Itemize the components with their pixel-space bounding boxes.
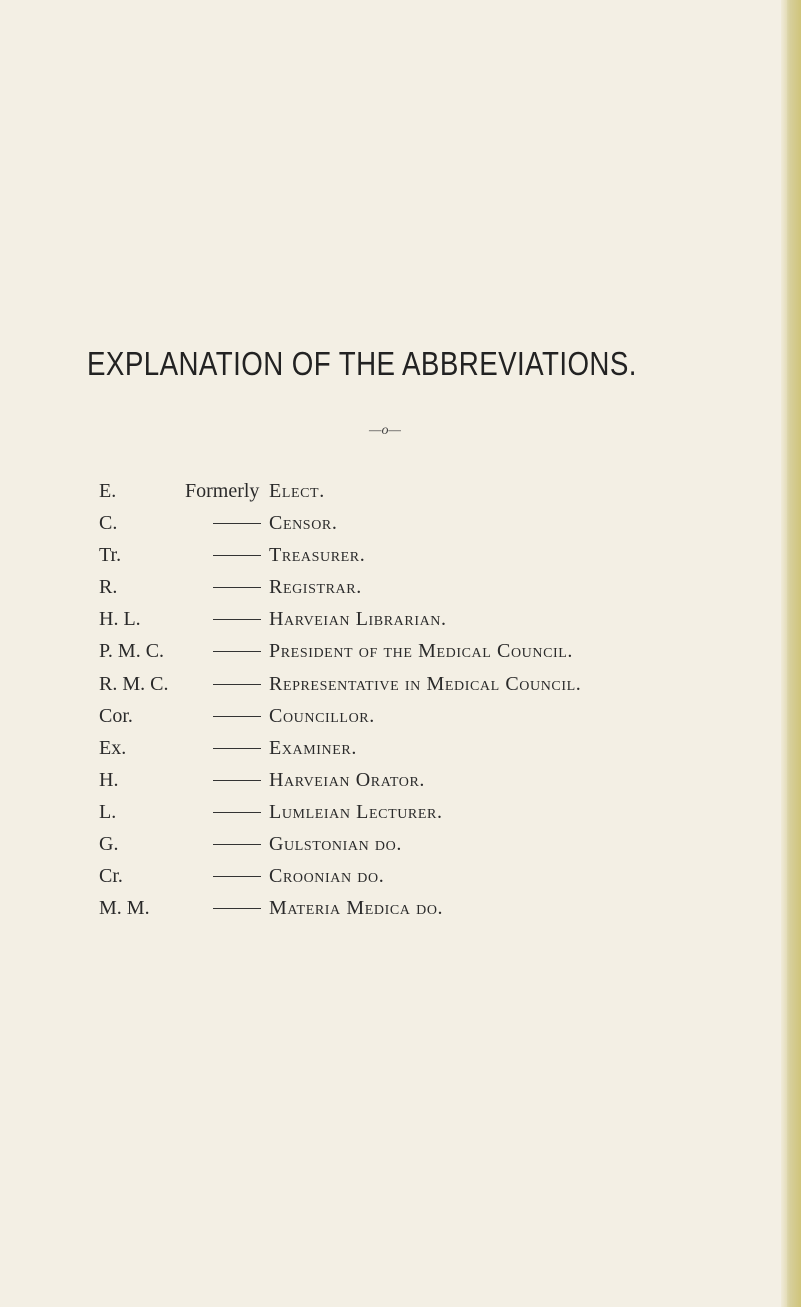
abbreviation: M. M. bbox=[99, 897, 150, 920]
abbreviation-meaning: Harveian Librarian. bbox=[269, 608, 447, 631]
abbreviation-row bbox=[0, 540, 780, 572]
ditto-dash bbox=[213, 523, 261, 524]
abbreviation-row bbox=[0, 733, 780, 765]
abbreviation-row bbox=[0, 893, 780, 925]
abbreviation-meaning: Gulstonian do. bbox=[269, 833, 402, 856]
ditto-dash bbox=[213, 684, 261, 685]
abbreviation-meaning: Examiner. bbox=[269, 736, 357, 759]
abbreviation: H. L. bbox=[99, 608, 141, 631]
ditto-dash bbox=[213, 587, 261, 588]
abbreviation-meaning: Croonian do. bbox=[269, 865, 385, 888]
abbreviation-row bbox=[0, 829, 780, 861]
abbreviation: Cr. bbox=[99, 865, 123, 888]
abbreviation: C. bbox=[99, 512, 118, 535]
abbreviation-meaning: Treasurer. bbox=[269, 544, 366, 567]
abbreviation: Ex. bbox=[99, 736, 127, 759]
formerly-label: Formerly bbox=[185, 480, 260, 502]
abbreviation-meaning: Materia Medica do. bbox=[269, 897, 444, 920]
ditto-dash bbox=[213, 876, 261, 877]
abbreviation-meaning: Representative in Medical Council. bbox=[269, 672, 582, 695]
abbreviation-row bbox=[0, 636, 780, 668]
abbreviation-meaning: Lumleian Lecturer. bbox=[269, 800, 443, 823]
abbreviation: Tr. bbox=[99, 544, 122, 567]
abbreviation: P. M. C. bbox=[99, 640, 165, 663]
page-title: EXPLANATION OF THE ABBREVIATIONS. bbox=[87, 345, 637, 382]
abbreviation-row bbox=[0, 508, 780, 540]
abbreviation-meaning: Harveian Orator. bbox=[269, 768, 426, 791]
abbreviation-row bbox=[0, 797, 780, 829]
ditto-dash bbox=[213, 844, 261, 845]
abbreviation-meaning: Censor. bbox=[269, 512, 338, 535]
abbreviation: E. bbox=[99, 480, 117, 502]
abbreviation-row bbox=[0, 765, 780, 797]
abbreviation-row bbox=[0, 572, 780, 604]
ditto-dash bbox=[213, 748, 261, 749]
ditto-dash bbox=[213, 651, 261, 652]
title-separator: —o— bbox=[369, 423, 401, 438]
ditto-dash bbox=[213, 555, 261, 556]
ditto-dash bbox=[213, 619, 261, 620]
abbreviation-meaning: Councillor. bbox=[269, 704, 375, 727]
ditto-dash bbox=[213, 780, 261, 781]
ditto-dash bbox=[213, 812, 261, 813]
abbreviation: Cor. bbox=[99, 704, 133, 727]
abbreviation-meaning: President of the Medical Council. bbox=[269, 640, 574, 663]
abbreviation-list bbox=[0, 476, 780, 925]
abbreviation-meaning: Registrar. bbox=[269, 576, 362, 599]
ditto-dash bbox=[213, 908, 261, 909]
page-edge-highlight bbox=[781, 0, 787, 1307]
abbreviation: L. bbox=[99, 800, 117, 823]
abbreviation-row bbox=[0, 604, 780, 636]
abbreviation: R. M. C. bbox=[99, 672, 169, 695]
abbreviation-row bbox=[0, 701, 780, 733]
abbreviation-row bbox=[0, 669, 780, 701]
abbreviation-row bbox=[0, 476, 780, 508]
abbreviation: H. bbox=[99, 768, 119, 791]
abbreviation: G. bbox=[99, 833, 119, 856]
abbreviation-row bbox=[0, 861, 780, 893]
ditto-dash bbox=[213, 716, 261, 717]
abbreviation-meaning: Elect. bbox=[269, 480, 325, 502]
abbreviation: R. bbox=[99, 576, 118, 599]
